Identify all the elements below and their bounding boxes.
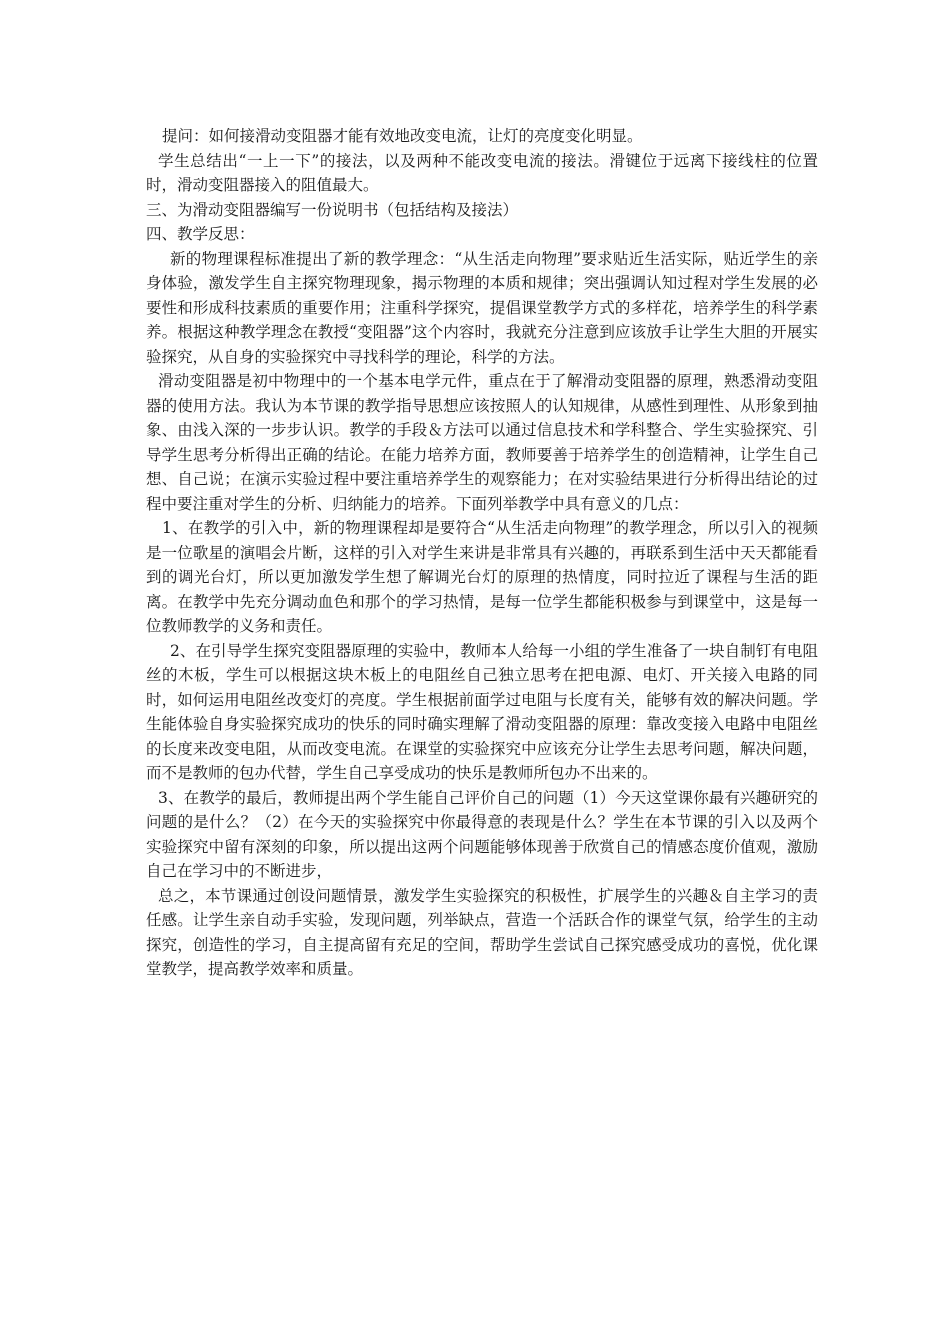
section-heading-three: 三、为滑动变阻器编写一份说明书（包括结构及接法） (146, 200, 519, 219)
section-heading-four: 四、教学反思： (146, 225, 255, 243)
point-2-paragraph: 2、在引导学生探究变阻器原理的实验中，教师本人给每一小组的学生准备了一块自制钉有电阻丝的木板，学生可以根据这块木板上的电阻丝自己独立思考在把电源、电灯、开关接入电路的同时，如何运用电阻丝改变灯的亮度。学生根据前面学过电阻与长度有关，能够有效的解决问题。学生能体验自身实验探究成功的快乐的同时确实理解了滑动变阻器的原理：靠改变接入电路中电阻丝的长度来改变电阻，从而改变电流。在课堂的实验探究中应该充分让学生去思考问题，解决问题，而不是教师的包办代替，学生自己享受成功的快乐是教师所包办不出来的。 (146, 641, 818, 782)
reflection-paragraph-2: 滑动变阻器是初中物理中的一个基本电学元件，重点在于了解滑动变阻器的原理，熟悉滑动变阻器的使用方法。我认为本节课的教学指导思想应该按照人的认知规律，从感性到理性、从形象到抽象、由浅入深的一步步认识。教学的手段＆方法可以通过信息技术和学科整合、学生实验探究、引导学生思考分析得出正确的结论。在能力培养方面，教师要善于培养学生的创造精神，让学生自己想、自己说；在演示实验过程中要注重培养学生的观察能力；在对实验结果进行分析得出结论的过程中要注重对学生的分析、归纳能力的培养。下面列举教学中具有意义的几点： (146, 372, 818, 513)
document-page (146, 124, 818, 982)
question-paragraph: 提问：如何接滑动变阻器才能有效地改变电流，让灯的亮度变化明显。 (162, 127, 643, 145)
reflection-paragraph-1: 新的物理课程标准提出了新的教学理念：“从生活走向物理”要求贴近生活实际，贴近学生的亲身体验，激发学生自主探究物理现象，揭示物理的本质和规律；突出强调认知过程对学生发展的必要性和形成科技素质的重要作用；注重科学探究，提倡课堂教学方式的多样花，培养学生的科学素养。根据这种教学理念在教授“变阻器”这个内容时，我就充分注意到应该放手让学生大胆的开展实验探究，从自身的实验探究中寻找科学的理论，科学的方法。 (146, 249, 818, 366)
conclusion-paragraph: 总之，本节课通过创设问题情景，激发学生实验探究的积极性，扩展学生的兴趣＆自主学习的责任感。让学生亲自动手实验，发现问题，列举缺点，营造一个活跃合作的课堂气氛，给学生的主动探究，创造性的学习，自主提高留有充足的空间，帮助学生尝试自己探究感受成功的喜悦，优化课堂教学，提高教学效率和质量。 (146, 886, 818, 978)
point-3-paragraph: 3、在教学的最后，教师提出两个学生能自己评价自己的问题（1）今天这堂课你最有兴趣研究的问题的是什么？（2）在今天的实验探究中你最得意的表现是什么？学生在本节课的引入以及两个实验探究中留有深刻的印象，所以提出这两个问题能够体现善于欣赏自己的情感态度价值观，激励自己在学习中的不断进步， (146, 788, 818, 880)
point-1-paragraph: 1、在教学的引入中，新的物理课程却是要符合“从生活走向物理”的教学理念，所以引入的视频是一位歌星的演唱会片断，这样的引入对学生来讲是非常具有兴趣的，再联系到生活中天天都能看到的调光台灯，所以更加激发学生想了解调光台灯的原理的热情度，同时拉近了课程与生活的距离。在教学中先充分调动血色和那个的学习热情，是每一位学生都能积极参与到课堂中，这是每一位教师教学的义务和责任。 (146, 519, 818, 635)
summary-paragraph: 学生总结出“一上一下”的接法，以及两种不能改变电流的接法。滑键位于远离下接线柱的位置时，滑动变阻器接入的阻值最大。 (146, 151, 818, 194)
